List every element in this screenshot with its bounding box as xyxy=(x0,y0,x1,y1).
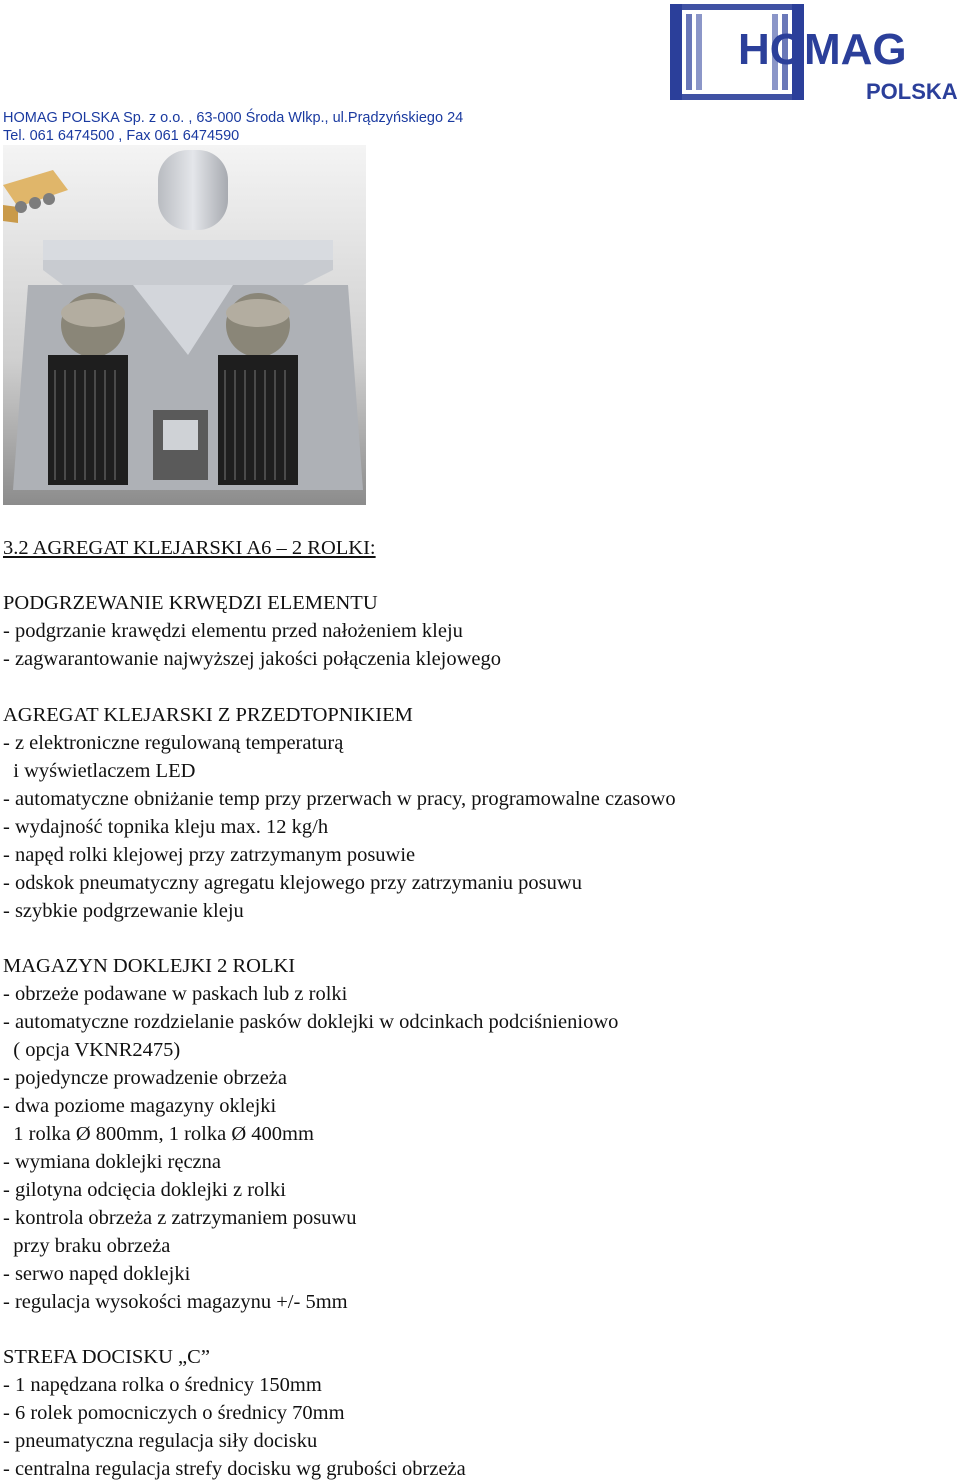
bullet-line: - odskok pneumatyczny agregatu klejowego przy zatrzymaniu posuwu xyxy=(3,872,582,894)
block-heading: MAGAZYN DOKLEJKI 2 ROLKI xyxy=(3,955,296,977)
section-title: 3.2 AGREGAT KLEJARSKI A6 – 2 ROLKI: xyxy=(3,537,376,559)
company-phone: Tel. 061 6474500 , Fax 061 6474590 xyxy=(3,128,240,144)
bullet-line: - pneumatyczna regulacja siły docisku xyxy=(3,1430,318,1452)
bullet-line: - 1 napędzana rolka o średnicy 150mm xyxy=(3,1374,322,1396)
block-heading: STREFA DOCISKU „C” xyxy=(3,1346,210,1368)
bullet-line: przy braku obrzeża xyxy=(3,1235,171,1257)
bullet-line: i wyświetlaczem LED xyxy=(3,760,196,782)
bullet-line: - obrzeże podawane w paskach lub z rolki xyxy=(3,983,348,1005)
bullet-line: - napęd rolki klejowej przy zatrzymanym posuwie xyxy=(3,844,416,866)
logo-sub: POLSKA xyxy=(866,79,958,102)
bullet-line: - wydajność topnika kleju max. 12 kg/h xyxy=(3,816,329,838)
bullet-line: - serwo napęd doklejki xyxy=(3,1263,191,1285)
bullet-line: - kontrola obrzeża z zatrzymaniem posuwu xyxy=(3,1207,357,1229)
logo-brand: HOMAG xyxy=(738,25,907,74)
bullet-line: - wymiana doklejki ręczna xyxy=(3,1151,222,1173)
homag-logo xyxy=(668,2,958,102)
bullet-line: - 6 rolek pomocniczych o średnicy 70mm xyxy=(3,1402,345,1424)
bullet-line: - zagwarantowanie najwyższej jakości połączenia klejowego xyxy=(3,648,502,670)
bullet-line: - z elektroniczne regulowaną temperaturą xyxy=(3,732,344,754)
block-heading: AGREGAT KLEJARSKI Z PRZEDTOPNIKIEM xyxy=(3,704,413,726)
bullet-line: - centralna regulacja strefy docisku wg grubości obrzeża xyxy=(3,1458,466,1480)
block-heading: PODGRZEWANIE KRWĘDZI ELEMENTU xyxy=(3,592,378,614)
bullet-line: - regulacja wysokości magazynu +/- 5mm xyxy=(3,1291,348,1313)
glue-unit-photo xyxy=(3,145,366,505)
bullet-line: 1 rolka Ø 800mm, 1 rolka Ø 400mm xyxy=(3,1123,314,1145)
bullet-line: ( opcja VKNR2475) xyxy=(3,1039,181,1061)
bullet-line: - automatyczne rozdzielanie pasków doklejki w odcinkach podciśnieniowo xyxy=(3,1011,619,1033)
bullet-line: - gilotyna odcięcia doklejki z rolki xyxy=(3,1179,286,1201)
bullet-line: - automatyczne obniżanie temp przy przerwach w pracy, programowalne czasowo xyxy=(3,788,676,810)
bullet-line: - szybkie podgrzewanie kleju xyxy=(3,900,244,922)
bullet-line: - pojedyncze prowadzenie obrzeża xyxy=(3,1067,287,1089)
bullet-line: - podgrzanie krawędzi elementu przed nałożeniem kleju xyxy=(3,620,463,642)
bullet-line: - dwa poziome magazyny oklejki xyxy=(3,1095,277,1117)
company-address: HOMAG POLSKA Sp. z o.o. , 63-000 Środa Wlkp., ul.Prądzyńskiego 24 xyxy=(3,110,464,126)
